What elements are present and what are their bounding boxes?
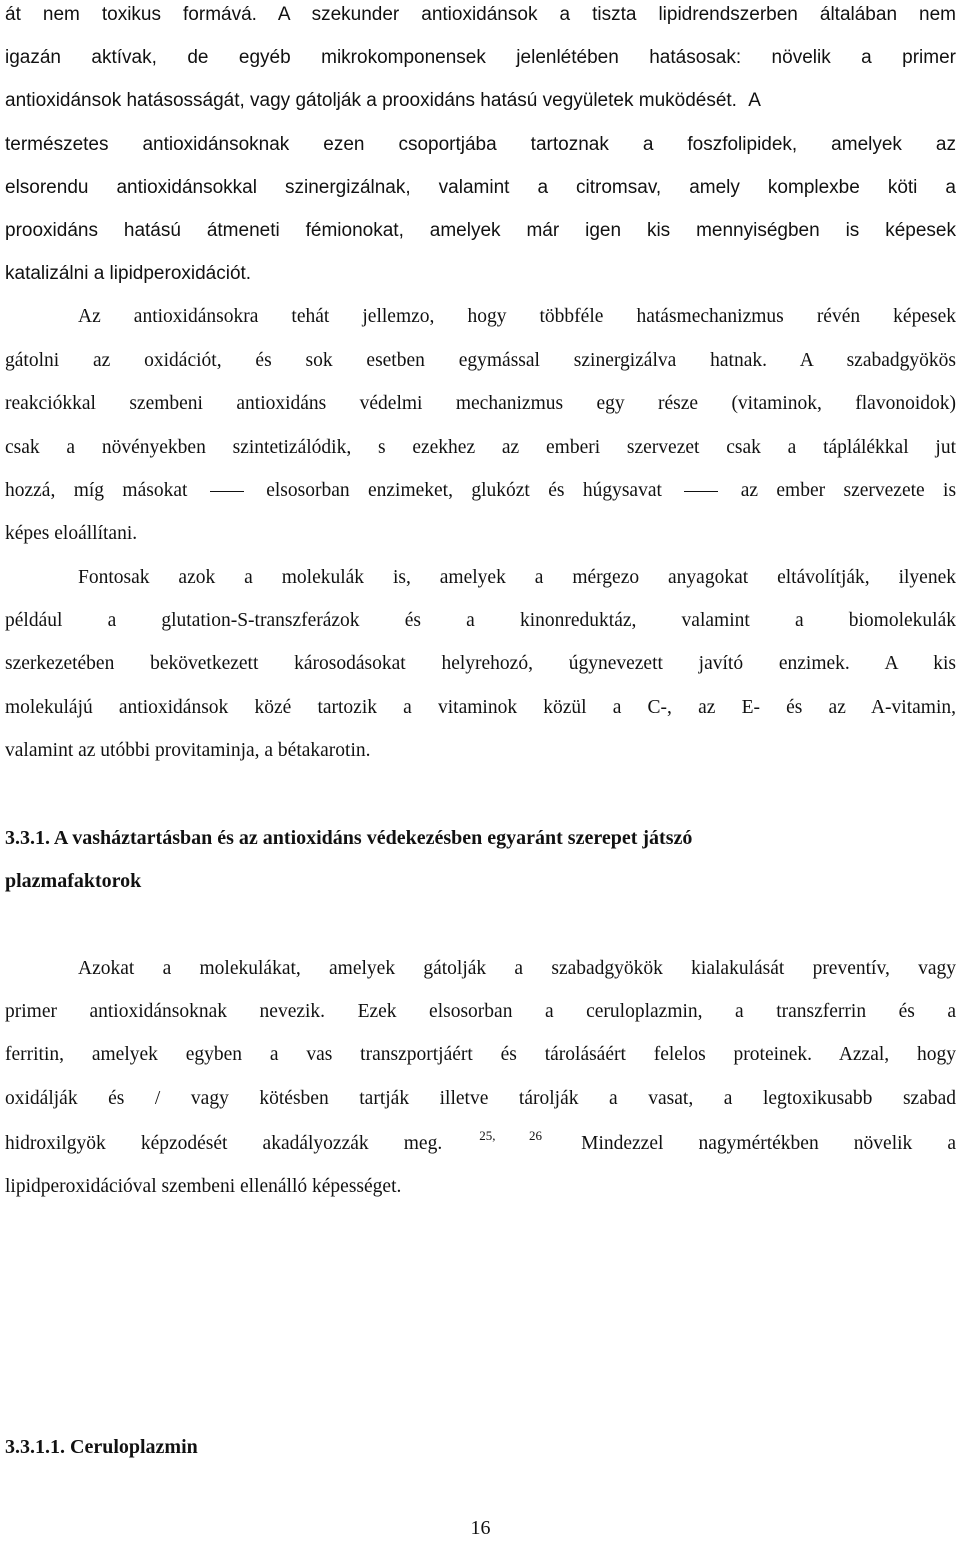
dash-mark bbox=[684, 491, 718, 492]
text-fragment: hozzá, míg másokat bbox=[5, 480, 188, 501]
text-line: Fontosak azok a molekulák is, amelyek a mérgezo anyagokat eltávolítják, ilyenek bbox=[78, 567, 956, 588]
text-fragment: elsosorban enzimeket, glukózt és húgysavat bbox=[266, 480, 662, 501]
text-line: például a glutation-S-transzferázok és a kinonreduktáz, valamint a biomolekulák bbox=[5, 610, 956, 631]
text-fragment: hidroxilgyök képzodését akadályozzák meg. bbox=[5, 1133, 443, 1154]
text-line bbox=[5, 1128, 957, 1157]
text-line: természetes antioxidánsoknak ezen csoportjába tartoznak a foszfolipidek, amelyek az bbox=[5, 134, 956, 155]
text-line: igazán aktívak, de egyéb mikrokomponensek jelenlétében hatásosak: növelik a primer bbox=[5, 47, 956, 68]
text-line: valamint az utóbbi provitaminja, a bétakarotin. bbox=[5, 740, 371, 761]
text-line: Azokat a molekulákat, amelyek gátolják a szabadgyökök kialakulását preventív, vagy bbox=[78, 958, 956, 979]
text-line: csak a növényekben szintetizálódik, s ezekhez az emberi szervezet csak a táplálékkal jut bbox=[5, 437, 956, 458]
text-line bbox=[5, 349, 956, 373]
text-fragment: antioxidánsok hatásosságát, vagy gátolják a prooxidáns hatású vegyületek muködését. bbox=[5, 90, 737, 111]
text-line: elsorendu antioxidánsokkal szinergizálnak, valamint a citromsav, amely komplexbe köti a bbox=[5, 177, 956, 198]
text-fragment: A bbox=[748, 90, 761, 111]
text-fragment: A szabadgyökös bbox=[799, 350, 956, 371]
section-heading: 3.3.1. A vasháztartásban és az antioxidáns védekezésben egyaránt szerepet játszó bbox=[5, 827, 693, 849]
subsection-heading: 3.3.1.1. Ceruloplazmin bbox=[5, 1436, 198, 1458]
text-line bbox=[5, 479, 956, 503]
text-line: reakciókkal szembeni antioxidáns védelmi mechanizmus egy része (vitaminok, flavonoidok) bbox=[5, 393, 956, 414]
text-fragment: az ember szervezete is bbox=[740, 480, 957, 501]
text-line: oxidálják és / vagy kötésben tartják illetve tárolják a vasat, a legtoxikusabb szabad bbox=[5, 1088, 956, 1109]
section-heading: plazmafaktorok bbox=[5, 870, 142, 892]
text-line: primer antioxidánsoknak nevezik. Ezek elsosorban a ceruloplazmin, a transzferrin és a bbox=[5, 1001, 956, 1022]
text-line: át nem toxikus formává. A szekunder antioxidánsok a tiszta lipidrendszerben általában nem bbox=[5, 4, 956, 25]
dash-mark bbox=[210, 491, 244, 492]
text-line: prooxidáns hatású átmeneti fémionokat, amelyek már igen kis mennyiségben is képesek bbox=[5, 220, 956, 241]
page-number: 16 bbox=[470, 1517, 491, 1539]
text-line bbox=[5, 89, 956, 113]
text-line: Az antioxidánsokra tehát jellemzo, hogy többféle hatásmechanizmus révén képesek bbox=[78, 306, 956, 327]
text-line: képes eloállítani. bbox=[5, 523, 138, 544]
text-line: lipidperoxidációval szembeni ellenálló képességet. bbox=[5, 1176, 402, 1197]
text-fragment: gátolni az oxidációt, és sok esetben egymással szinergizálva hatnak. bbox=[5, 350, 767, 371]
text-line: molekulájú antioxidánsok közé tartozik a vitaminok közül a C-, az E- és az A-vitamin, bbox=[5, 697, 956, 718]
text-line: szerkezetében bekövetkezett károsodásokat helyrehozó, úgynevezett javító enzimek. A kis bbox=[5, 653, 956, 674]
document-page bbox=[5, 0, 956, 1541]
citation-superscript: 25, 26 bbox=[479, 1128, 543, 1143]
text-line: ferritin, amelyek egyben a vas transzportjáért és tárolásáért felelos proteinek. Azzal, hogy bbox=[5, 1044, 956, 1065]
text-line: katalizálni a lipidperoxidációt. bbox=[5, 263, 252, 284]
text-fragment: Mindezzel nagymértékben növelik a bbox=[581, 1133, 957, 1154]
